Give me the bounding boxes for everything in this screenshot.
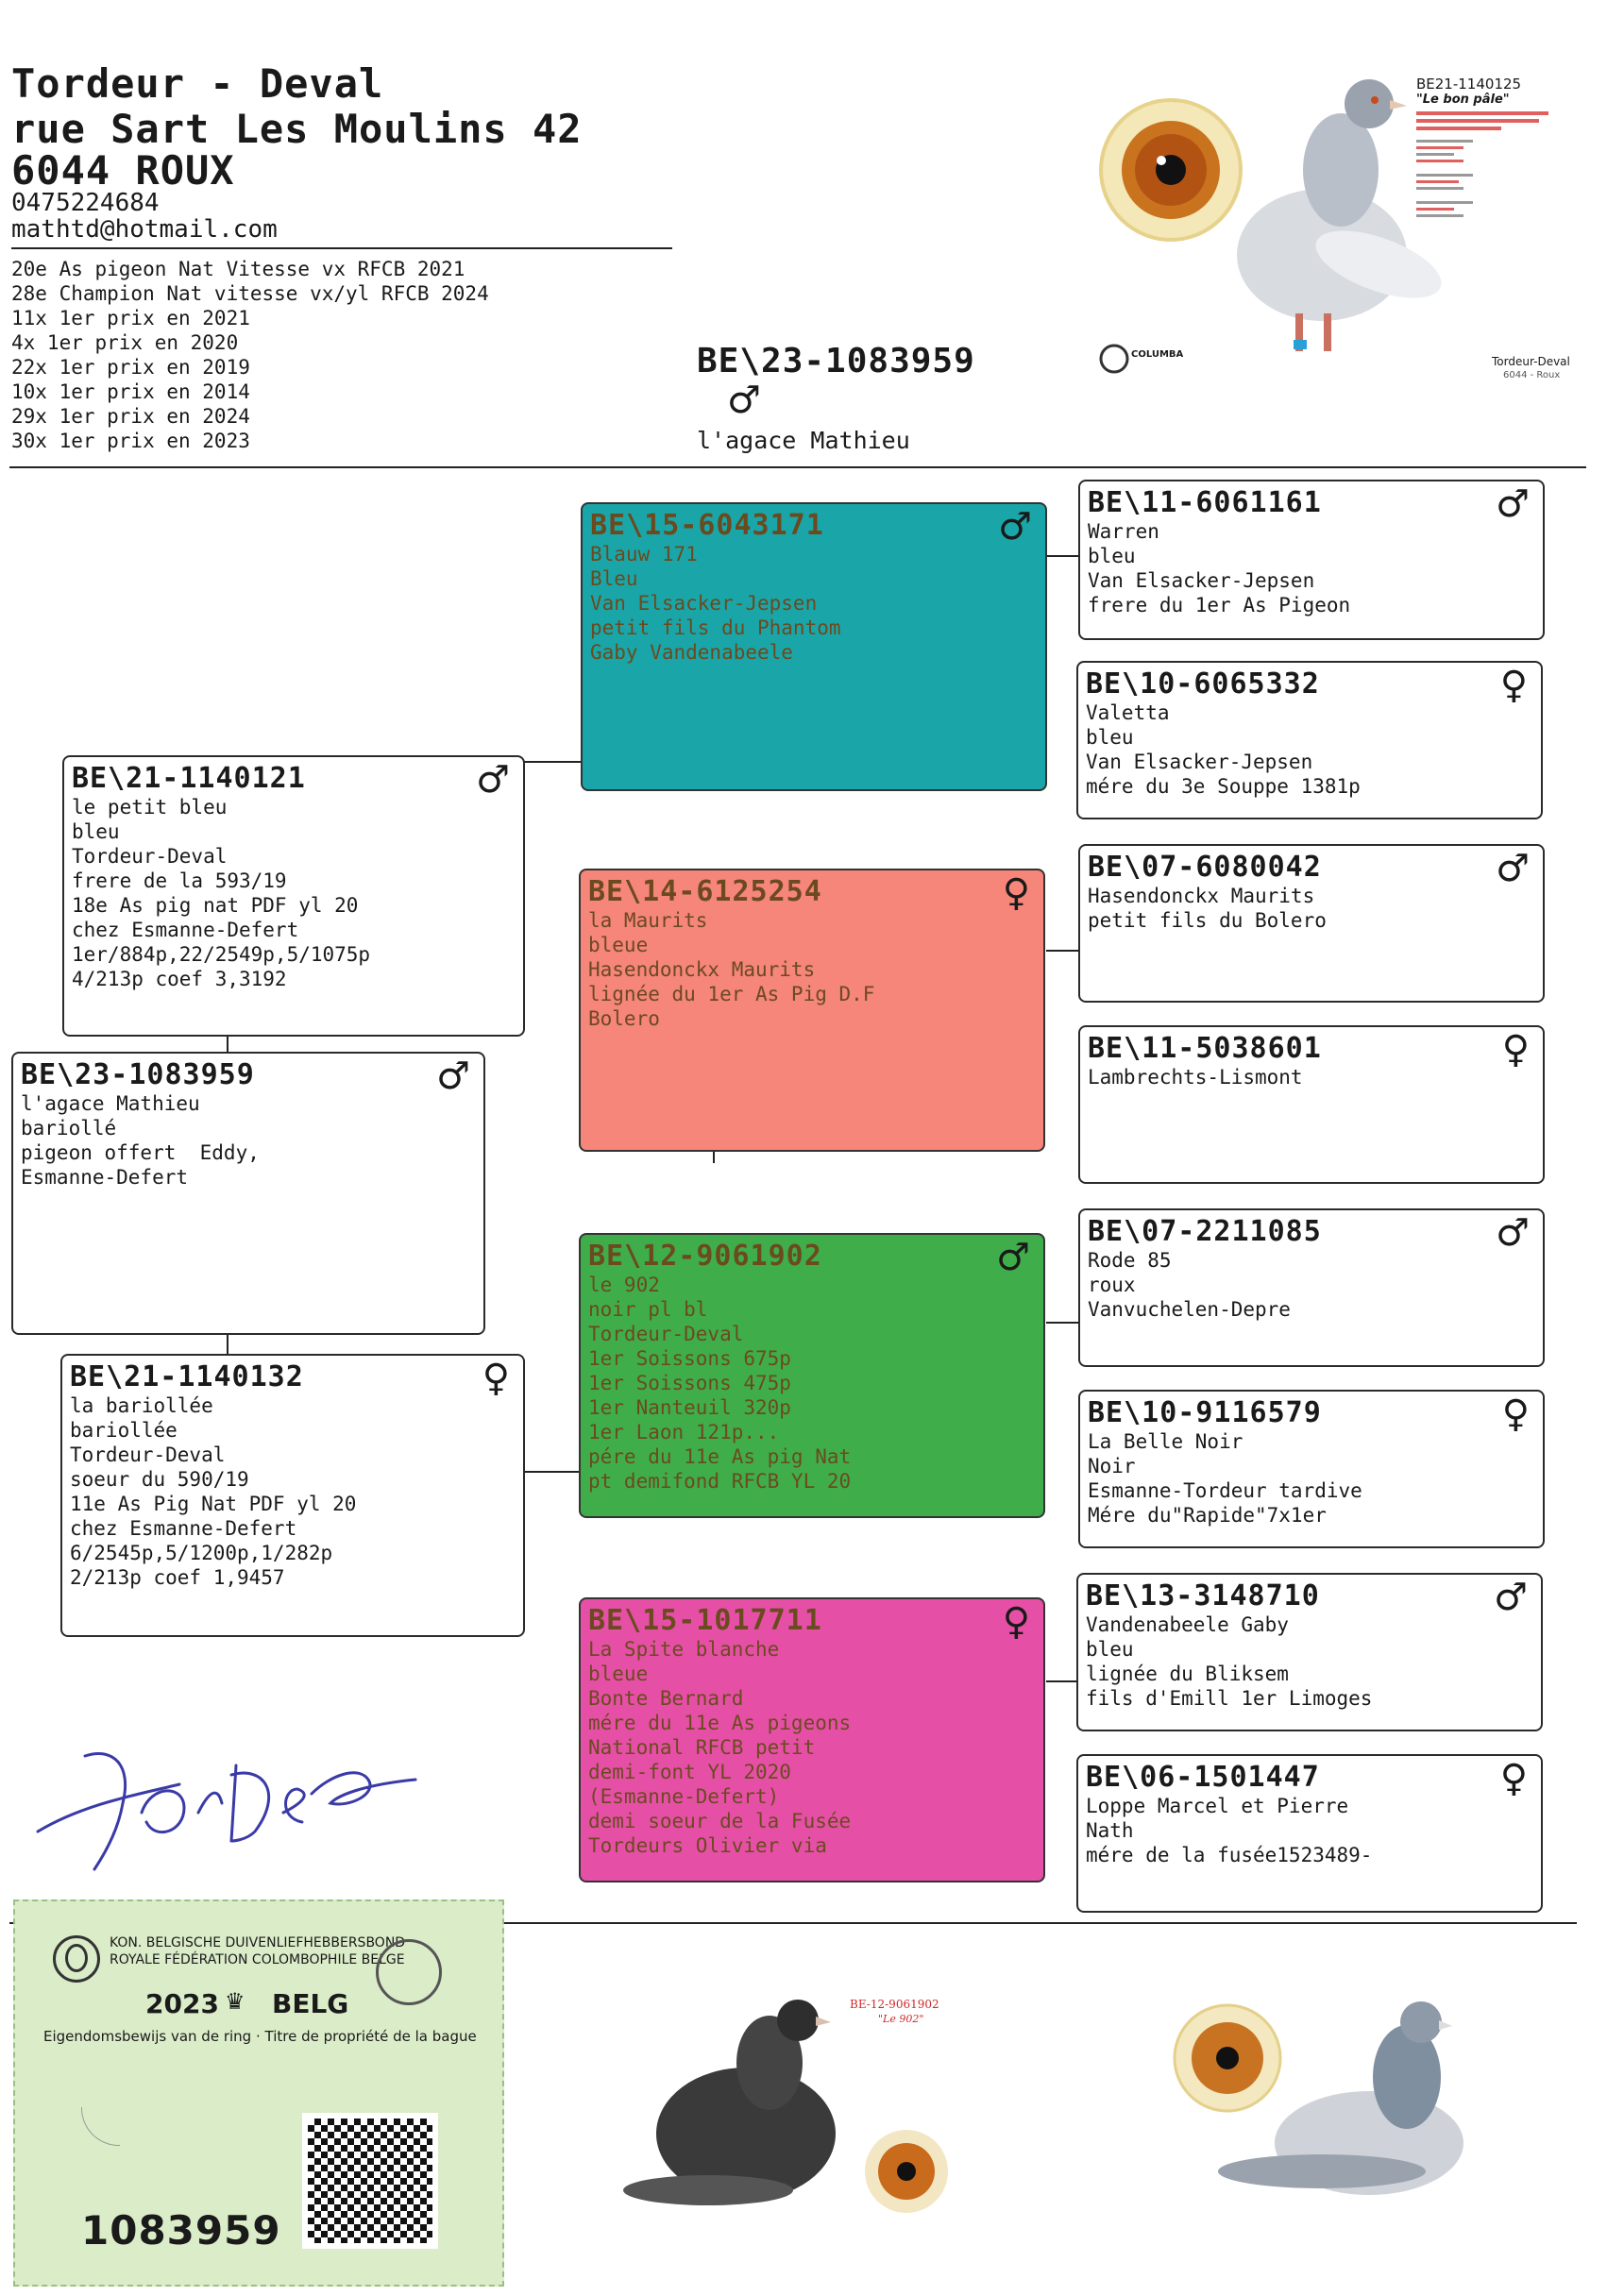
pedigree-box-mf[interactable] (579, 1233, 1045, 1518)
box-line: Van Elsacker-Jepsen (1086, 751, 1313, 773)
connector (713, 1150, 715, 1163)
male-symbol-icon: ♂ (1494, 1576, 1528, 1619)
male-symbol-icon: ♂ (1496, 482, 1530, 526)
photo-card-top-ring: BE21-1140125 (1416, 76, 1522, 93)
box-line: petit fils du Phantom (590, 616, 841, 639)
box-line: 6/2545p,5/1200p,1/282p (70, 1542, 333, 1564)
box-line: Vandenabeele Gaby (1086, 1613, 1289, 1636)
box-line: Esmanne-Tordeur tardive (1088, 1479, 1362, 1502)
cert-org-fr: ROYALE FÉDÉRATION COLOMBOPHILE BELGE (110, 1952, 405, 1967)
box-line: Mére du"Rapide"7x1er (1088, 1504, 1327, 1527)
box-line: Bolero (588, 1007, 660, 1030)
box-line: pére du 11e As pig Nat (588, 1445, 852, 1468)
ring-number: BE\12-9061902 (588, 1240, 822, 1273)
cert-year: 2023 (145, 1988, 219, 2019)
box-line: Warren (1088, 520, 1159, 543)
box-line: roux (1088, 1274, 1136, 1296)
box-line: la bariollée (70, 1394, 213, 1417)
subject-sex-header: ♂ (727, 379, 761, 422)
box-line: chez Esmanne-Defert (72, 919, 299, 941)
owner-name: Tordeur - Deval (11, 60, 384, 107)
box-line: 1er/884p,22/2549p,5/1075p (72, 943, 371, 966)
female-symbol-icon: ♀ (1501, 1393, 1530, 1436)
pedigree-box-father[interactable] (62, 755, 525, 1037)
ring-number: BE\10-6065332 (1086, 667, 1320, 701)
achievement-item: 28e Champion Nat vitesse vx/yl RFCB 2024 (11, 282, 489, 305)
achievement-item: 20e As pigeon Nat Vitesse vx RFCB 2021 (11, 258, 465, 280)
box-line: Loppe Marcel et Pierre (1086, 1795, 1349, 1817)
female-symbol-icon: ♀ (482, 1357, 510, 1400)
box-line: Hasendonckx Maurits (1088, 885, 1315, 907)
box-line: bleu (1086, 1638, 1134, 1661)
box-line: bleue (588, 1663, 649, 1685)
box-line: Tordeur-Deval (588, 1323, 744, 1345)
pedigree-box-mfm[interactable] (1078, 1390, 1545, 1548)
connector (1046, 555, 1078, 557)
connector (1046, 1680, 1078, 1682)
box-line: soeur du 590/19 (70, 1468, 249, 1491)
photo-card-top (1095, 66, 1586, 387)
owner-email: mathtd@hotmail.com (11, 215, 278, 244)
pigeon-902-illustration (604, 1992, 973, 2219)
pedigree-box-subject[interactable] (11, 1052, 485, 1335)
box-line: petit fils du Bolero (1088, 909, 1327, 932)
male-symbol-icon: ♂ (476, 758, 510, 802)
box-line: 1er Soissons 675p (588, 1347, 791, 1370)
card-902-ring: BE-12-9061902 (850, 1998, 939, 2011)
box-line: 1er Soissons 475p (588, 1372, 791, 1394)
connector (524, 761, 581, 763)
box-line: Tordeur-Deval (70, 1443, 226, 1466)
ring-number: BE\11-5038601 (1088, 1032, 1322, 1065)
header-divider (11, 247, 672, 249)
qr-code-icon (302, 2113, 438, 2249)
box-line: Noir (1088, 1455, 1136, 1477)
pedigree-box-mmf[interactable] (1076, 1573, 1543, 1731)
pedigree-box-mmm[interactable] (1076, 1754, 1543, 1913)
ring-number: BE\23-1083959 (21, 1058, 255, 1091)
box-line: Tordeur-Deval (72, 845, 228, 868)
box-line: 2/213p coef 1,9457 (70, 1566, 285, 1589)
signature-drawing (28, 1690, 425, 1888)
subject-name-header: l'agace Mathieu (697, 427, 910, 454)
photo-card-902 (604, 1992, 973, 2219)
ring-number: BE\15-6043171 (590, 509, 824, 542)
female-symbol-icon: ♀ (1501, 1028, 1530, 1072)
box-line: le petit bleu (72, 796, 228, 819)
connector (1046, 1322, 1078, 1324)
pedigree-box-mm[interactable] (579, 1597, 1045, 1882)
signature (28, 1690, 425, 1888)
pedigree-box-mother[interactable] (60, 1354, 525, 1637)
ring-certificate (13, 1899, 504, 2287)
connector (1046, 950, 1078, 952)
box-line: lignée du Bliksem (1086, 1663, 1289, 1685)
card-902-name: "Le 902" (878, 2013, 924, 2025)
connector (524, 1471, 581, 1473)
box-line: La Belle Noir (1088, 1430, 1243, 1453)
box-line: 4/213p coef 3,3192 (72, 968, 287, 990)
achievement-item: 11x 1er prix en 2021 (11, 307, 250, 329)
box-line: Tordeurs Olivier via (588, 1834, 827, 1857)
box-line: 18e As pig nat PDF yl 20 (72, 894, 359, 917)
box-line: Lambrechts-Lismont (1088, 1066, 1303, 1089)
box-line: 1er Nanteuil 320p (588, 1396, 791, 1419)
male-symbol-icon: ♂ (1496, 1211, 1530, 1255)
cert-title: Eigendomsbewijs van de ring · Titre de propriété de la bague (43, 2028, 477, 2045)
box-line: Bleu (590, 567, 638, 590)
box-line: bleue (588, 934, 649, 956)
owner-phone: 0475224684 (11, 189, 160, 217)
box-line: Gaby Vandenabeele (590, 641, 793, 664)
box-line: frere du 1er As Pigeon (1088, 594, 1351, 616)
box-line: La Spite blanche (588, 1638, 780, 1661)
box-line: mére du 11e As pigeons (588, 1712, 852, 1734)
pedigree-top-divider (9, 466, 1586, 468)
box-line: Van Elsacker-Jepsen (590, 592, 818, 615)
ring-number: BE\11-6061161 (1088, 486, 1322, 519)
kbdb-logo-icon (53, 1935, 100, 1983)
box-line: Blauw 171 (590, 543, 698, 566)
female-symbol-icon: ♀ (1002, 871, 1030, 915)
crown-icon: ♛ (225, 1988, 245, 2015)
photo-card-top-city: 6044 - Roux (1503, 370, 1561, 380)
box-line: Esmanne-Defert (21, 1166, 189, 1189)
ring-number: BE\06-1501447 (1086, 1761, 1320, 1794)
connector (227, 1333, 228, 1354)
ring-number: BE\10-9116579 (1088, 1396, 1322, 1429)
achievement-item: 29x 1er prix en 2024 (11, 405, 250, 428)
ring-number: BE\07-2211085 (1088, 1215, 1322, 1248)
box-line: pigeon offert Eddy, (21, 1141, 260, 1164)
box-line: Van Elsacker-Jepsen (1088, 569, 1315, 592)
box-line: 11e As Pig Nat PDF yl 20 (70, 1493, 357, 1515)
box-line: frere de la 593/19 (72, 869, 287, 892)
pedigree-box-fmf[interactable] (1078, 844, 1545, 1003)
box-line: l'agace Mathieu (21, 1092, 200, 1115)
photo-card-top-results (1416, 111, 1558, 221)
subject-ring-header: BE\23-1083959 (697, 342, 975, 380)
achievement-item: 30x 1er prix en 2023 (11, 430, 250, 452)
female-symbol-icon: ♀ (1002, 1600, 1030, 1644)
male-symbol-icon: ♂ (436, 1055, 470, 1098)
male-symbol-icon: ♂ (996, 1236, 1030, 1279)
female-symbol-icon: ♀ (1499, 664, 1528, 707)
achievement-item: 10x 1er prix en 2014 (11, 380, 250, 403)
box-line: demi-font YL 2020 (588, 1761, 791, 1783)
globe-logo-icon (376, 1939, 442, 2005)
owner-city: 6044 ROUX (11, 147, 235, 194)
box-line: Hasendonckx Maurits (588, 958, 816, 981)
ring-number: BE\14-6125254 (588, 875, 822, 908)
box-line: mére de la fusée1523489- (1086, 1844, 1373, 1866)
pedigree-box-fm[interactable] (579, 869, 1045, 1152)
box-line: bariollé (21, 1117, 117, 1140)
cert-org-nl: KON. BELGISCHE DUIVENLIEFHEBBERSBOND (110, 1935, 406, 1950)
ring-number: BE\07-6080042 (1088, 851, 1322, 884)
box-line: lignée du 1er As Pig D.F (588, 983, 875, 1005)
box-line: (Esmanne-Defert) (588, 1785, 780, 1808)
pedigree-box-mff[interactable] (1078, 1208, 1545, 1367)
box-line: Nath (1086, 1819, 1134, 1842)
cert-country: BELG (272, 1988, 349, 2019)
box-line: bleu (72, 820, 120, 843)
achievements-list (11, 257, 489, 453)
female-symbol-icon: ♀ (1499, 1757, 1528, 1800)
box-line: mére du 3e Souppe 1381p (1086, 775, 1361, 798)
owner-street: rue Sart Les Moulins 42 (11, 106, 583, 152)
box-line: bleu (1086, 726, 1134, 749)
ring-number: BE\13-3148710 (1086, 1579, 1320, 1612)
photo-card-top-name: "Le bon pâle" (1416, 93, 1510, 107)
box-line: noir pl bl (588, 1298, 708, 1321)
box-line: demi soeur de la Fusée (588, 1810, 852, 1832)
photo-card-top-owner: Tordeur-Deval (1492, 355, 1570, 368)
box-line: National RFCB petit (588, 1736, 816, 1759)
box-line: fils d'Emill 1er Limoges (1086, 1687, 1373, 1710)
pedigree-box-fmm[interactable] (1078, 1025, 1545, 1184)
columba-logo-text: COLUMBA (1131, 349, 1184, 360)
pedigree-box-ff[interactable] (581, 502, 1047, 791)
male-symbol-icon: ♂ (1496, 847, 1530, 890)
ring-arc (81, 2107, 120, 2146)
box-line: 1er Laon 121p... (588, 1421, 780, 1443)
achievement-item: 4x 1er prix en 2020 (11, 331, 239, 354)
pigeon-right-illustration (1171, 1983, 1567, 2219)
ring-number: BE\21-1140121 (72, 762, 306, 795)
box-line: Bonte Bernard (588, 1687, 744, 1710)
box-line: chez Esmanne-Defert (70, 1517, 297, 1540)
cert-ring-number: 1083959 (81, 2207, 281, 2254)
ring-number: BE\15-1017711 (588, 1604, 822, 1637)
photo-card-right (1171, 1983, 1567, 2219)
box-line: pt demifond RFCB YL 20 (588, 1470, 852, 1493)
ring-number: BE\21-1140132 (70, 1360, 304, 1393)
box-line: le 902 (588, 1274, 660, 1296)
box-line: bariollée (70, 1419, 178, 1442)
box-line: Valetta (1086, 701, 1170, 724)
box-line: bleu (1088, 545, 1136, 567)
male-symbol-icon: ♂ (998, 505, 1032, 549)
box-line: Rode 85 (1088, 1249, 1172, 1272)
pedigree-box-ffm[interactable] (1076, 661, 1543, 819)
box-line: Vanvuchelen-Depre (1088, 1298, 1291, 1321)
pedigree-box-fff[interactable] (1078, 480, 1545, 640)
achievement-item: 22x 1er prix en 2019 (11, 356, 250, 379)
box-line: la Maurits (588, 909, 708, 932)
